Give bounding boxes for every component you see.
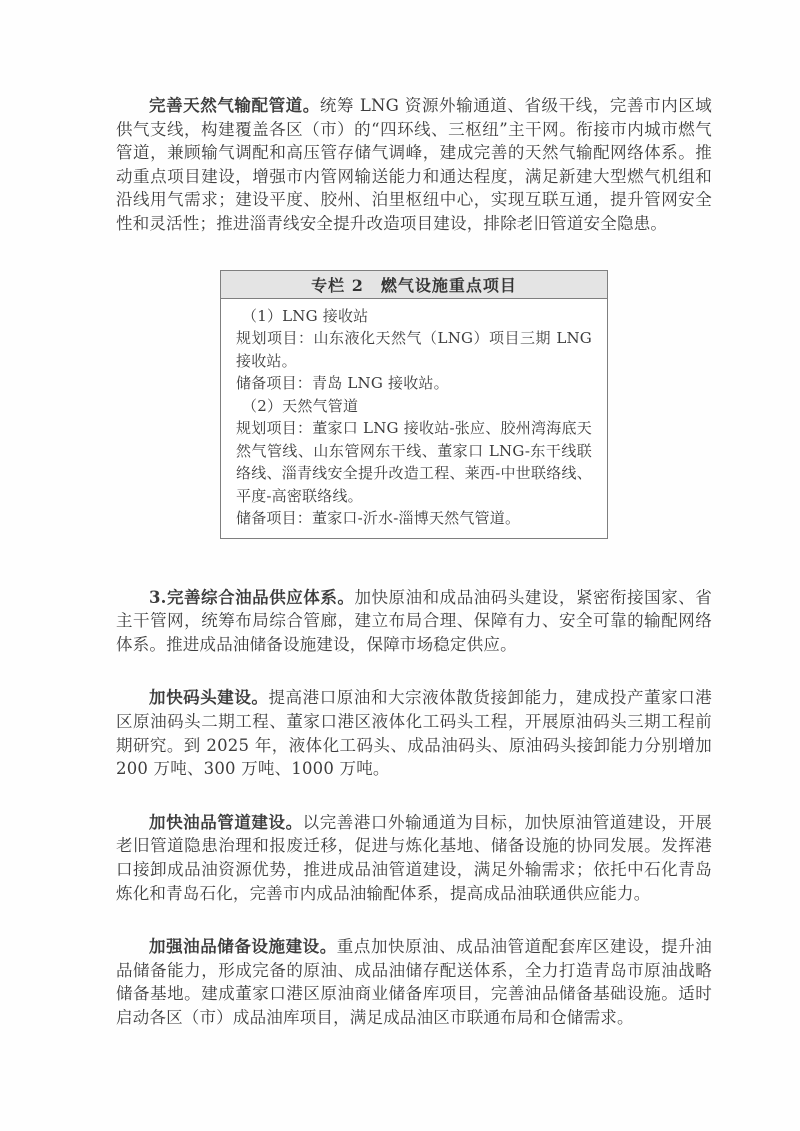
paragraph-wharf-construction [116,686,712,780]
panel-entry-lng-terminal-heading: （1）LNG 接收站 [242,306,369,325]
column-2-key-projects-panel [220,270,608,539]
paragraph-lead: 完善天然气输配管道。 [149,96,320,115]
panel-entry-gas-pipeline-heading: （2）天然气管道 [242,396,359,415]
paragraph-lead: 加快码头建设。 [149,688,269,708]
paragraph-body: 提高港口原油和大宗液体散货接卸能力，建成投产董家口港区原油码头二期工程、董家口港区液体化工码头工程，开展原油码头三期工程前期研究。到 2025 年，液体化工码头、成品油码头、原油码头接卸能力分别增加 200 万吨、300 万吨、1000 万吨。 [116,688,713,779]
panel-entry-planned-pipelines: 规划项目：董家口 LNG 接收站-张应、胶州湾海底天然气管线、山东管网东干线、董家口 LNG-东干线联络线、淄青线安全提升改造工程、莱西-中世联络线、平度-高密联络线。 [236,419,592,505]
paragraph-lead: 加强油品储备设施建设。 [149,937,337,957]
paragraph-lead: 加快油品管道建设。 [149,812,303,832]
panel-body [221,299,607,538]
paragraph-body: 以完善港口外输通道为目标，加快原油管道建设，开展老旧管道隐患治理和报废迁移，促进与炼化基地、储备设施的协同发展。发挥港口接卸成品油资源优势，推进成品油管道建设，满足外输需求；依托中石化青岛炼化和青岛石化，完善市内成品油输配体系，提高成品油联通供应能力。 [116,812,712,903]
paragraph-oil-reserve-facilities [116,935,712,1029]
paragraph-body: 重点加快原油、成品油管道配套库区建设，提升油品储备能力，形成完备的原油、成品油储存配送体系，全力打造青岛市原油战略储备基地。建成董家口港区原油商业储备库项目，完善油品储备基础设施。适时启动各区（市）成品油库项目，满足成品油区市联通布局和仓储需求。 [116,937,713,1027]
panel-title: 专栏 2 燃气设施重点项目 [311,275,517,295]
paragraph-oil-pipeline-construction [116,811,712,905]
panel-entry-planned-lng: 规划项目：山东液化天然气（LNG）项目三期 LNG 接收站。 [236,329,592,370]
paragraph-body: 加快原油和成品油码头建设，紧密衔接国家、省主干管网，统筹布局综合管廊，建立布局合理、保障有力、安全可靠的输配网络体系。推进成品油储备设施建设，保障市场稳定供应。 [116,587,713,654]
paragraph-oil-supply-system [116,586,712,657]
panel-entry-reserve-lng: 储备项目：青岛 LNG 接收站。 [236,374,449,393]
paragraph-lead: 3.完善综合油品供应体系。 [149,587,355,607]
paragraph-gas-pipeline [116,94,712,236]
panel-header [221,271,607,299]
paragraph-body: 统筹 LNG 资源外输通道、省级干线，完善市内区域供气支线，构建覆盖各区（市）的“四环线、三枢纽”主干网。衔接市内城市燃气管道，兼顾输气调配和高压管存储气调峰，建成完善的天然气输配网络体系。推动重点项目建设，增强市内管网输送能力和通达程度，满足新建大型燃气机组和沿线用气需求；建设平度、胶州、泊里枢纽中心，实现互联互通，提升管网安全性和灵活性；推进淄青线安全提升改造项目建设，排除老旧管道安全隐患。 [116,96,713,233]
panel-entry-reserve-pipelines: 储备项目：董家口-沂水-淄博天然气管道。 [236,509,521,528]
